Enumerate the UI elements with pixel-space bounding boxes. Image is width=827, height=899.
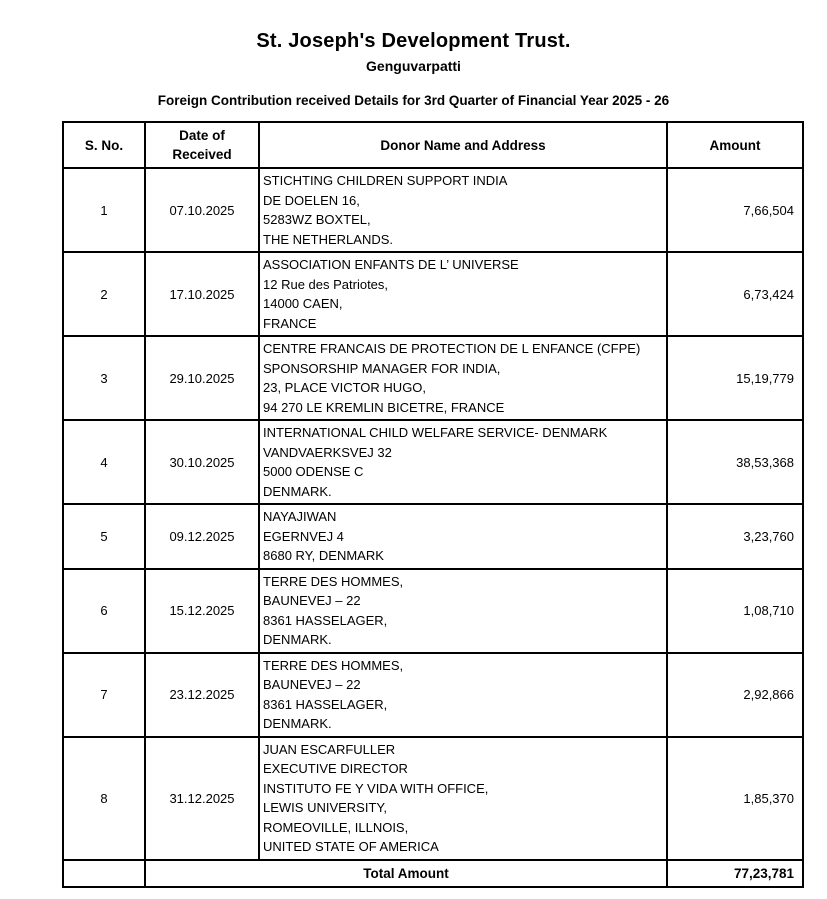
cell-amount: 15,19,779 <box>667 336 803 420</box>
cell-serial-number: 1 <box>63 168 145 252</box>
donor-line: 94 270 LE KREMLIN BICETRE, FRANCE <box>263 399 505 415</box>
donor-line: DE DOELEN 16, <box>263 192 360 208</box>
donor-line: TERRE DES HOMMES, <box>263 657 404 673</box>
donor-line: ROMEOVILLE, ILLNOIS, <box>263 819 409 835</box>
total-label: Total Amount <box>145 860 667 887</box>
cell-serial-number: 6 <box>63 569 145 653</box>
donor-line: NAYAJIWAN <box>263 509 337 524</box>
cell-amount: 3,23,760 <box>667 504 803 569</box>
contributions-table <box>62 121 804 888</box>
cell-date-received: 17.10.2025 <box>145 252 259 336</box>
table-row <box>63 504 803 569</box>
donor-line: INTERNATIONAL CHILD WELFARE SERVICE- DENMARK <box>263 425 608 440</box>
document-subtitle: Genguvarpatti <box>366 58 461 74</box>
donor-line: BAUNEVEJ – 22 <box>263 593 361 608</box>
total-amount: 77,23,781 <box>667 860 803 887</box>
cell-date-received: 07.10.2025 <box>145 168 259 252</box>
donor-line: JUAN ESCARFULLER <box>263 741 396 757</box>
donor-line: VANDVAERKSVEJ 32 <box>263 444 392 460</box>
cell-date-received: 09.12.2025 <box>145 504 259 569</box>
cell-donor-name-address <box>259 653 667 737</box>
column-header-date: Date of Received <box>145 122 259 168</box>
donor-line: INSTITUTO FE Y VIDA WITH OFFICE, <box>263 780 489 796</box>
table-row <box>63 737 803 860</box>
document-title: St. Joseph's Development Trust. <box>256 30 571 52</box>
donor-line: 5000 ODENSE C <box>263 464 364 479</box>
donor-line: 12 Rue des Patriotes, <box>263 276 389 292</box>
donor-line: 8361 HASSELAGER, <box>263 696 388 712</box>
donor-line: DENMARK. <box>263 632 332 647</box>
donor-line: DENMARK. <box>263 716 332 731</box>
cell-amount: 2,92,866 <box>667 653 803 737</box>
donor-line: FRANCE <box>263 315 317 331</box>
cell-date-received: 31.12.2025 <box>145 737 259 860</box>
donor-line: ASSOCIATION ENFANTS DE L’ UNIVERSE <box>263 257 519 272</box>
cell-donor-name-address <box>259 252 667 336</box>
cell-donor-name-address <box>259 336 667 420</box>
cell-amount: 1,08,710 <box>667 569 803 653</box>
document-caption: Foreign Contribution received Details for 3rd Quarter of Financial Year 2025 - 26 <box>157 93 670 108</box>
donor-line: EGERNVEJ 4 <box>263 528 344 544</box>
table-header-row <box>63 122 803 168</box>
table-row <box>63 420 803 504</box>
donor-line: DENMARK. <box>263 483 332 499</box>
donor-line: UNITED STATE OF AMERICA <box>263 839 439 854</box>
table-row <box>63 569 803 653</box>
cell-serial-number: 8 <box>63 737 145 860</box>
donor-line: LEWIS UNIVERSITY, <box>263 800 388 815</box>
cell-serial-number: 5 <box>63 504 145 569</box>
table-row <box>63 336 803 420</box>
cell-amount: 6,73,424 <box>667 252 803 336</box>
cell-date-received: 23.12.2025 <box>145 653 259 737</box>
cell-date-received: 15.12.2025 <box>145 569 259 653</box>
table-row <box>63 168 803 252</box>
cell-date-received: 30.10.2025 <box>145 420 259 504</box>
column-header-donor: Donor Name and Address <box>259 122 667 168</box>
column-header-amount: Amount <box>667 122 803 168</box>
donor-line: BAUNEVEJ – 22 <box>263 677 361 692</box>
cell-donor-name-address <box>259 569 667 653</box>
cell-donor-name-address <box>259 420 667 504</box>
donor-line: THE NETHERLANDS. <box>263 231 394 247</box>
donor-line: 8680 RY, DENMARK <box>263 548 384 563</box>
donor-line: SPONSORSHIP MANAGER FOR INDIA, <box>263 360 501 376</box>
donor-line: STICHTING CHILDREN SUPPORT INDIA <box>263 173 508 188</box>
cell-donor-name-address <box>259 504 667 569</box>
donor-line: TERRE DES HOMMES, <box>263 573 404 589</box>
total-empty-cell <box>63 860 145 887</box>
table-row <box>63 252 803 336</box>
donor-line: 8361 HASSELAGER, <box>263 612 388 628</box>
donor-line: 5283WZ BOXTEL, <box>263 212 371 227</box>
cell-serial-number: 3 <box>63 336 145 420</box>
table-body <box>63 168 803 860</box>
donor-line: 14000 CAEN, <box>263 296 343 311</box>
cell-amount: 1,85,370 <box>667 737 803 860</box>
cell-amount: 38,53,368 <box>667 420 803 504</box>
cell-serial-number: 4 <box>63 420 145 504</box>
donor-line: 23, PLACE VICTOR HUGO, <box>263 380 427 395</box>
table-row <box>63 653 803 737</box>
donor-line: EXECUTIVE DIRECTOR <box>263 761 408 776</box>
cell-date-received: 29.10.2025 <box>145 336 259 420</box>
cell-donor-name-address <box>259 168 667 252</box>
total-row <box>63 860 803 887</box>
cell-donor-name-address <box>259 737 667 860</box>
column-header-sno: S. No. <box>63 122 145 168</box>
cell-serial-number: 2 <box>63 252 145 336</box>
donor-line: CENTRE FRANCAIS DE PROTECTION DE L ENFANCE (CFPE) <box>263 341 641 356</box>
cell-amount: 7,66,504 <box>667 168 803 252</box>
cell-serial-number: 7 <box>63 653 145 737</box>
